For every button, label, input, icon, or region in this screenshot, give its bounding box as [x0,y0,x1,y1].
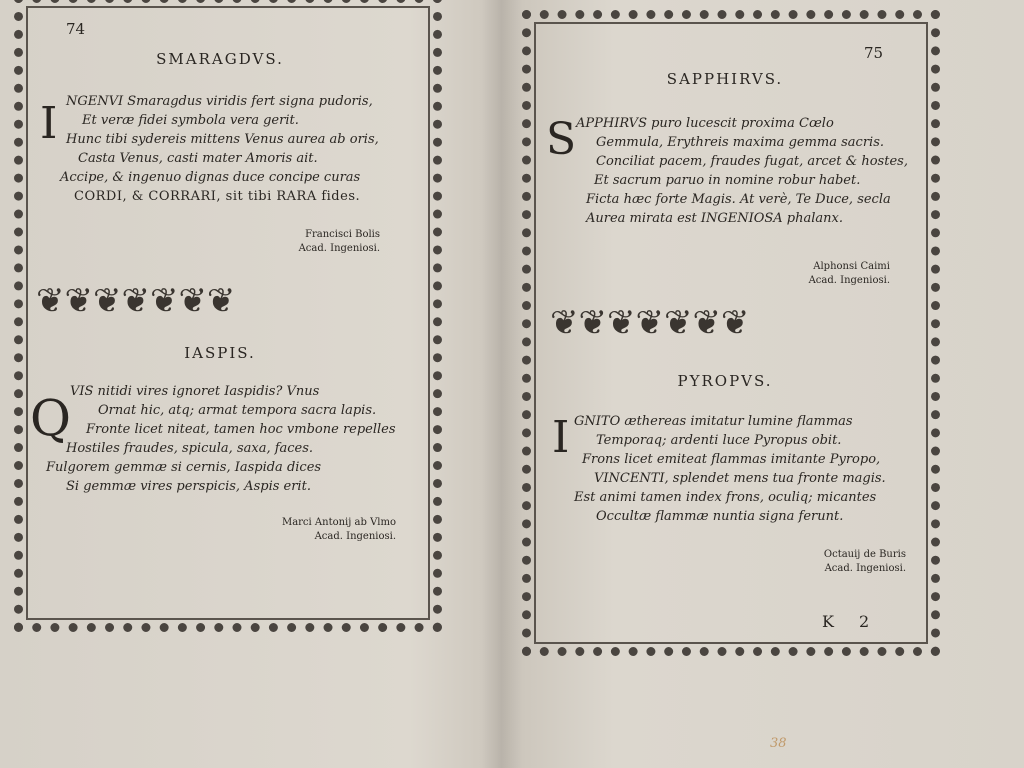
page-number: 74 [66,20,86,38]
poem-title: SAPPHIRVS. [666,70,784,88]
signature-line: Francisci Bolis [305,229,380,240]
drop-cap: I [552,412,570,463]
poem-line: Conciliat pacem, fraudes fugat, arcet & hostes, [596,154,908,169]
poem-body [576,114,908,228]
signature-line: Acad. Ingeniosi. [314,531,396,542]
pencil-note: 38 [770,736,787,751]
poem-line: Hunc tibi sydereis mittens Venus aurea ab oris, [66,132,379,147]
poem-line: Gemmula, Erythreis maxima gemma sacris. [596,135,884,150]
signature-mark: K 2 [822,612,880,631]
right-page [500,0,1024,768]
poem-line: Fronte licet niteat, tamen hoc vmbone repelles [86,422,396,437]
signature-line: Marci Antonij ab Vlmo [281,517,396,528]
poem-line: VIS nitidi vires ignoret Iaspidis? Vnus [70,384,320,399]
signature [750,260,890,288]
page-number: 75 [864,44,884,62]
poem-line: Frons licet emiteat flammas imitante Pyropo, [582,452,881,467]
signature-line: Alphonsi Caimi [813,261,890,272]
poem-body [46,382,396,496]
poem-title: SMARAGDVS. [156,50,284,68]
poem-line: Fulgorem gemmæ si cernis, Iaspida dices [46,460,322,475]
poem-body [60,92,379,206]
poem-line: Casta Venus, casti mater Amoris ait. [78,151,318,166]
ornament-band: ❦❦❦❦❦❦❦ [36,281,236,321]
signature-line: Octauij de Buris [823,549,906,560]
poem-title: IASPIS. [184,344,256,362]
signature-line: Acad. Ingeniosi. [808,275,890,286]
poem-line: Et sacrum paruo in nomine robur habet. [594,173,861,188]
ornament-band: ❦❦❦❦❦❦❦ [550,303,750,343]
signature-line: Acad. Ingeniosi. [824,563,906,574]
signature [766,548,906,576]
poem-line: Occultæ flammæ nuntia signa ferunt. [596,509,844,524]
poem-line: GNITO æthereas imitatur lumine flammas [574,414,853,429]
poem-line: Temporaq; ardenti luce Pyropus obit. [596,433,842,448]
poem-line: Accipe, & ingenuo dignas duce concipe curas [60,170,361,185]
poem-body [574,412,886,526]
poem-line: Aurea mirata est INGENIOSA phalanx. [586,211,843,226]
poem-line: CORDI, & CORRARI, sit tibi RARA fides. [74,189,361,204]
poem-line: Est animi tamen index frons, oculiq; micantes [574,490,877,505]
poem-line: Ficta hæc forte Magis. At verè, Te Duce, secla [586,192,891,207]
poem-line: APPHIRVS puro lucescit proxima Cœlo [576,116,834,131]
drop-cap: S [546,114,577,165]
signature [236,516,396,544]
poem-line: Hostiles fraudes, spicula, saxa, faces. [66,441,314,456]
poem-line: Et veræ fidei symbola vera gerit. [82,113,299,128]
poem-line: VINCENTI, splendet mens tua fronte magis. [594,471,886,486]
drop-cap: Q [30,389,71,447]
drop-cap: I [40,98,58,149]
signature [240,228,380,256]
poem-line: NGENVI Smaragdus viridis fert signa pudoris, [66,94,373,109]
poem-title: PYROPVS. [677,372,773,390]
signature-line: Acad. Ingeniosi. [298,243,380,254]
poem-line: Si gemmæ vires perspicis, Aspis erit. [66,479,311,494]
poem-line: Ornat hic, atq; armat tempora sacra lapis. [98,403,377,418]
left-page [0,0,488,768]
